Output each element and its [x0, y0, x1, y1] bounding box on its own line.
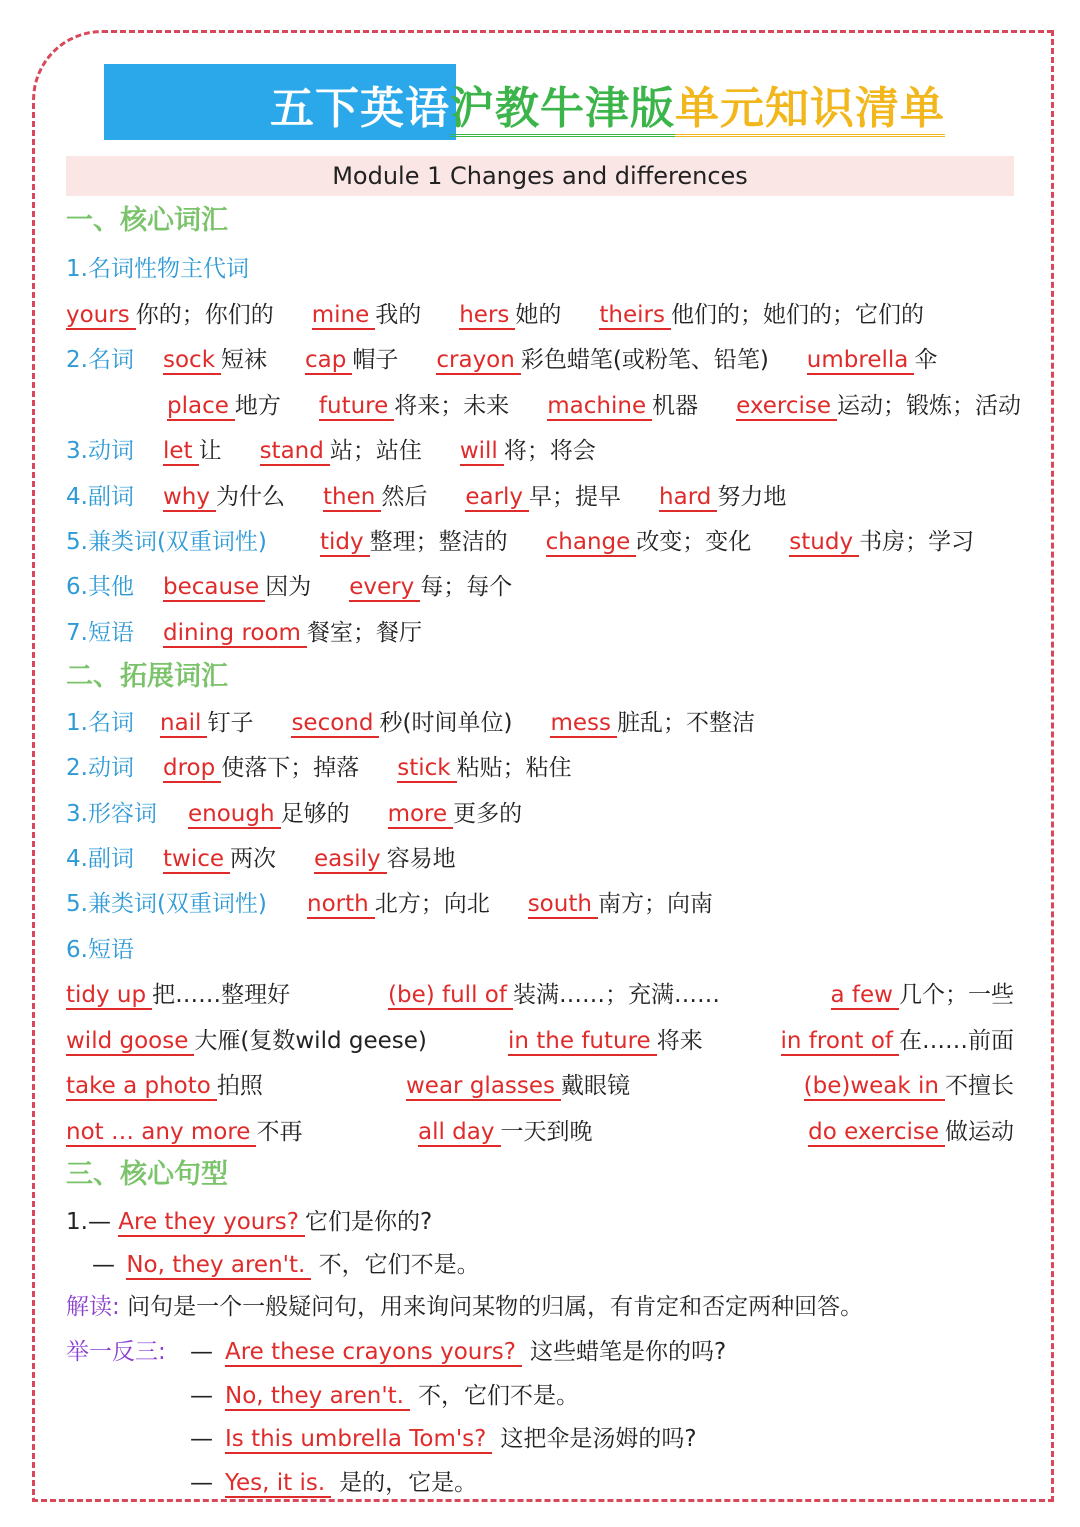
vocab-meaning: 帽子	[352, 347, 399, 373]
example-cn: 不，它们不是。	[418, 1383, 579, 1409]
vocab-word: why	[163, 484, 216, 512]
vocab-word: enough	[188, 801, 281, 829]
category-label: 3.形容词	[66, 801, 157, 827]
vocab-meaning: 容易地	[386, 846, 456, 872]
dash: —	[190, 1426, 213, 1452]
vocab-word: mine	[312, 302, 376, 330]
category-label: 3.动词	[66, 438, 134, 464]
vocab-row	[307, 891, 751, 917]
vocab-row	[320, 529, 1012, 555]
category-label: 6.其他	[66, 574, 134, 600]
vocab-meaning: 短袜	[221, 347, 268, 373]
vocab-word: north	[307, 891, 375, 919]
example-cn: 这把伞是汤姆的吗?	[500, 1426, 697, 1452]
vocab-meaning: 她的	[515, 302, 562, 328]
vocab-word: then	[323, 484, 381, 512]
phrase-cn: 将来	[656, 1028, 703, 1054]
example-line	[190, 1379, 579, 1413]
vocab-meaning: 早；提早	[529, 484, 622, 510]
phrase-item	[66, 1024, 427, 1058]
vocab-word: future	[319, 393, 394, 421]
vocab-word: crayon	[436, 347, 520, 375]
title-part3: 单元知识清单	[675, 83, 945, 137]
vocab-word: nail	[160, 710, 207, 738]
vocab-meaning: 将来；未来	[394, 393, 510, 419]
phrase-cn: 在……前面	[899, 1028, 1014, 1054]
example-line	[190, 1466, 477, 1500]
vocab-row	[66, 298, 962, 332]
vocab-meaning: 让	[198, 438, 222, 464]
vocab-word: early	[465, 484, 529, 512]
sentence-question: 1.— Are they yours? 它们是你的?	[66, 1209, 433, 1235]
vocab-meaning: 站；站住	[329, 438, 422, 464]
phrase-item	[66, 1115, 302, 1149]
title-part2: 沪教牛津版	[450, 83, 675, 137]
phrase-item	[808, 1115, 1014, 1149]
explanation: 解读: 问句是一个一般疑问句，用来询问某物的归属，有肯定和否定两种回答。	[66, 1294, 864, 1320]
vocab-word: more	[388, 801, 454, 829]
phrase-item	[831, 978, 1014, 1012]
vocab-row	[163, 347, 975, 373]
vocab-meaning: 脏乱；不整洁	[616, 710, 755, 736]
sentence-answer: — No, they aren't. 不，它们不是。	[92, 1252, 480, 1278]
vocab-meaning: 机器	[652, 393, 699, 419]
phrase-en: (be)weak in	[804, 1073, 945, 1101]
vocab-word: mess	[550, 710, 617, 738]
vocab-row	[163, 438, 634, 464]
vocab-meaning: 他们的；她们的；它们的	[670, 302, 924, 328]
example-en: Are these crayons yours?	[225, 1339, 522, 1367]
vocab-word: yours	[66, 302, 136, 330]
vocab-meaning: 粘贴；粘住	[456, 755, 572, 781]
vocab-meaning: 然后	[381, 484, 428, 510]
section-core-vocab: 一、核心词汇	[66, 205, 228, 236]
phrase-item	[418, 1115, 593, 1149]
phrase-cn: 把……整理好	[152, 982, 291, 1008]
vocab-word: machine	[547, 393, 652, 421]
vocab-meaning: 餐室；餐厅	[306, 620, 422, 646]
vocab-meaning: 将；将会	[503, 438, 596, 464]
phrase-cn: 不擅长	[945, 1073, 1014, 1099]
vocab-row	[163, 755, 610, 781]
category-label: 5.兼类词(双重词性)	[66, 529, 267, 555]
vocab-row	[163, 620, 460, 646]
category-label: 1.名词	[66, 710, 134, 736]
category-label: 4.副词	[66, 484, 134, 510]
example-cn: 是的，它是。	[339, 1470, 478, 1496]
dash: —	[190, 1470, 213, 1496]
phrase-en: wild goose	[66, 1028, 194, 1056]
phrase-en: do exercise	[808, 1119, 945, 1147]
module-heading: Module 1 Changes and differences	[66, 156, 1014, 196]
vocab-word: because	[163, 574, 265, 602]
vocab-meaning: 秒(时间单位)	[379, 710, 513, 736]
page-title	[104, 64, 984, 140]
vocab-word: easily	[314, 846, 387, 874]
vocab-word: south	[528, 891, 598, 919]
vocab-meaning: 努力地	[717, 484, 787, 510]
vocab-meaning: 为什么	[216, 484, 285, 510]
phrase-en: in front of	[781, 1028, 899, 1056]
examples-tag: 举一反三:	[66, 1339, 166, 1365]
vocab-row	[188, 801, 560, 827]
example-en: Is this umbrella Tom's?	[225, 1426, 492, 1454]
phrase-en: tidy up	[66, 982, 152, 1010]
vocab-word: stick	[397, 755, 456, 783]
section-core-sentences: 三、核心句型	[66, 1159, 228, 1190]
vocab-word: hard	[659, 484, 717, 512]
phrase-cn: 几个；一些	[899, 982, 1014, 1008]
vocab-row	[163, 846, 494, 872]
vocab-word: second	[291, 710, 379, 738]
vocab-row	[167, 389, 1059, 423]
phrase-item	[406, 1069, 630, 1103]
vocab-meaning: 北方；向北	[374, 891, 490, 917]
vocab-word: tidy	[320, 529, 370, 557]
vocab-word: change	[546, 529, 637, 557]
vocab-meaning: 彩色蜡笔(或粉笔、铅笔)	[520, 347, 769, 373]
category-label: 6.短语	[66, 937, 134, 963]
phrase-item	[781, 1024, 1014, 1058]
vocab-word: every	[349, 574, 420, 602]
phrase-item	[66, 978, 290, 1012]
vocab-meaning: 每；每个	[420, 574, 513, 600]
vocab-meaning: 因为	[265, 574, 312, 600]
vocab-word: hers	[459, 302, 515, 330]
phrase-en: wear glasses	[406, 1073, 561, 1101]
category-label: 5.兼类词(双重词性)	[66, 891, 267, 917]
vocab-word: drop	[163, 755, 221, 783]
phrase-item	[388, 978, 720, 1012]
phrase-item	[508, 1024, 703, 1058]
vocab-word: twice	[163, 846, 230, 874]
vocab-meaning: 南方；向南	[597, 891, 713, 917]
category-label: 1.名词性物主代词	[66, 256, 249, 282]
vocab-meaning: 整理；整洁的	[369, 529, 508, 555]
phrase-en: all day	[418, 1119, 501, 1147]
dash: —	[190, 1383, 213, 1409]
vocab-word: umbrella	[807, 347, 915, 375]
vocab-word: sock	[163, 347, 221, 375]
phrase-en: a few	[831, 982, 899, 1010]
phrase-en: take a photo	[66, 1073, 217, 1101]
category-label: 4.副词	[66, 846, 134, 872]
phrase-cn: 做运动	[945, 1119, 1014, 1145]
example-en: No, they aren't.	[225, 1383, 410, 1411]
category-label: 2.动词	[66, 755, 134, 781]
vocab-word: theirs	[599, 302, 671, 330]
example-line	[190, 1422, 697, 1456]
vocab-meaning: 改变；变化	[636, 529, 752, 555]
phrase-en: in the future	[508, 1028, 657, 1056]
vocab-meaning: 运动；锻炼；活动	[837, 393, 1022, 419]
vocab-word: cap	[305, 347, 352, 375]
vocab-meaning: 足够的	[280, 801, 350, 827]
category-label: 7.短语	[66, 620, 134, 646]
vocab-meaning: 使落下；掉落	[221, 755, 360, 781]
phrase-cn: 拍照	[216, 1073, 263, 1099]
vocab-meaning: 地方	[234, 393, 281, 419]
phrase-item	[804, 1069, 1014, 1103]
vocab-meaning: 两次	[230, 846, 277, 872]
vocab-meaning: 伞	[914, 347, 938, 373]
example-line	[190, 1335, 726, 1369]
phrase-cn: 不再	[256, 1119, 303, 1145]
example-en: Yes, it is.	[225, 1470, 331, 1498]
vocab-word: will	[460, 438, 504, 466]
vocab-row	[163, 484, 824, 510]
dash: —	[190, 1339, 213, 1365]
vocab-word: place	[167, 393, 235, 421]
section-extended-vocab: 二、拓展词汇	[66, 661, 228, 692]
vocab-word: let	[163, 438, 199, 466]
vocab-meaning: 书房；学习	[859, 529, 975, 555]
phrase-cn: 戴眼镜	[561, 1073, 631, 1099]
vocab-meaning: 更多的	[453, 801, 523, 827]
phrase-cn: 大雁(复数wild geese)	[194, 1028, 427, 1054]
vocab-row	[163, 574, 550, 600]
phrase-item	[66, 1069, 263, 1103]
phrase-cn: 一天到晚	[500, 1119, 593, 1145]
vocab-word: stand	[260, 438, 330, 466]
vocab-meaning: 你的；你们的	[135, 302, 274, 328]
example-cn: 这些蜡笔是你的吗?	[530, 1339, 727, 1365]
phrase-en: (be) full of	[388, 982, 513, 1010]
title-part1: 五下英语	[270, 83, 450, 134]
category-label: 2.名词	[66, 347, 134, 373]
phrase-cn: 装满……；充满……	[512, 982, 720, 1008]
vocab-word: dining room	[163, 620, 307, 648]
vocab-meaning: 钉子	[207, 710, 254, 736]
vocab-meaning: 我的	[375, 302, 422, 328]
vocab-word: study	[789, 529, 859, 557]
vocab-word: exercise	[736, 393, 837, 421]
phrase-en: not … any more	[66, 1119, 256, 1147]
vocab-row	[160, 710, 793, 736]
